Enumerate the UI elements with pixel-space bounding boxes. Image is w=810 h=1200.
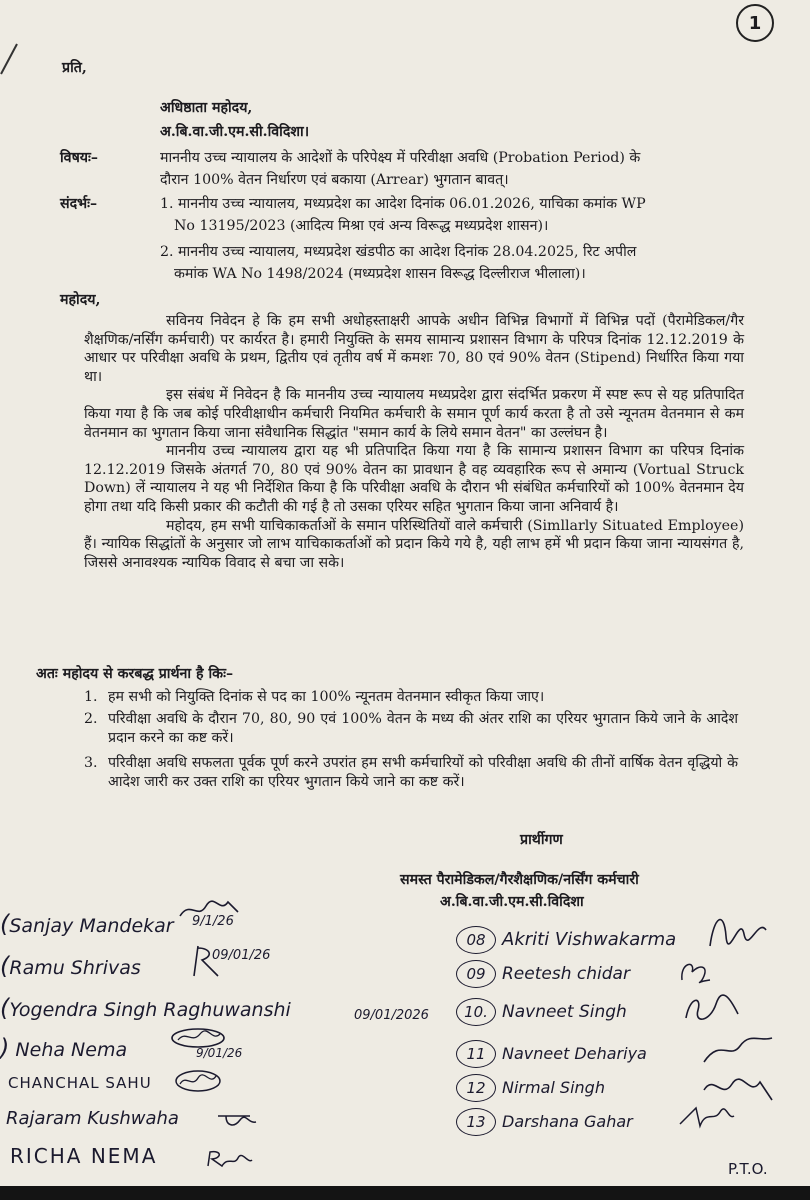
signature-mark xyxy=(176,896,246,922)
prayer-heading: अतः महोदय से करबद्ध प्रार्थना है किः– xyxy=(36,666,234,682)
signature-mark xyxy=(172,1068,224,1094)
signatory-left-3: (Yogendra Singh Raghuwanshi xyxy=(0,994,291,1022)
subject-line-1: माननीय उच्च न्यायालय के आदेशों के परिपेक्ष्य में परिवीक्षा अवधि (Probation Period) के xyxy=(160,150,641,166)
signature-mark xyxy=(680,988,746,1028)
signatory-number: 10. xyxy=(456,998,496,1026)
signature-mark xyxy=(170,1026,230,1050)
pto-note: P.T.O. xyxy=(728,1160,768,1178)
signatory-number: 08 xyxy=(456,926,496,954)
signature-mark xyxy=(676,1100,736,1134)
signatory-right-3 xyxy=(456,998,627,1026)
signatory-left-2: (Ramu Shrivas xyxy=(0,952,141,980)
signatory-number: 11 xyxy=(456,1040,496,1068)
signatory-right-1 xyxy=(456,926,676,954)
salutation: महोदय, xyxy=(60,292,101,308)
paragraph-4: महोदय, हम सभी याचिकाकर्ताओं के समान परिस्थितियों वाले कर्मचारी (Simllarly Situated Employee) हैं। न्यायिक सिद्धांतों के अनुसार जो लाभ याचिकाकर्ताओं को प्रदान किये गये है, यही लाभ हमें भी प्रदान किया जाना न्यायसंगत है, जिससे अनावश्यक न्यायिक विवाद से बचा जा सके। xyxy=(84,517,744,571)
addressee-title: अधिष्ठाता महोदय, xyxy=(160,100,253,116)
signatory-left-5: CHANCHAL SAHU xyxy=(8,1074,152,1092)
request-item xyxy=(84,754,738,794)
paragraph-1: सविनय निवेदन हे कि हम सभी अधोहस्ताक्षरी आपके अधीन विभिन्न विभागों में विभिन्न पदों (पैरामेडिकल/गैर शैक्षणिक/नर्सिंग कर्मचारी) पर कार्यरत है। हमारी नियुक्ति के समय सामान्य प्रशासन विभाग के परिपत्र दिनांक 12.12.2019 के आधार पर परिवीक्षा अवधि के प्रथम, द्वितीय एवं तृतीय वर्ष में कमशः 70, 80 एवं 90% वेतन (Stipend) निर्धारित किया गया था। xyxy=(84,313,744,385)
signatory-name: Sanjay Mandekar xyxy=(9,915,174,937)
request-text: हम सभी को नियुक्ति दिनांक से पद का 100% न्यूनतम वेतनमान स्वीकृत किया जाए। xyxy=(108,689,545,705)
signatory-left-4: ) Neha Nema xyxy=(0,1034,128,1062)
signatory-right-5 xyxy=(456,1074,605,1102)
request-item xyxy=(84,688,734,708)
page-number: 1 xyxy=(736,4,774,42)
signatory-date: 09/01/26 xyxy=(212,948,271,963)
signatory-right-2 xyxy=(456,960,630,988)
signatory-date: 9/01/26 xyxy=(196,1046,243,1060)
letter-body xyxy=(84,312,744,572)
addressee-institution: अ.बि.वा.जी.एम.सी.विदिशा। xyxy=(160,124,310,140)
request-number: 2. xyxy=(84,711,98,727)
request-text: परिवीक्षा अवधि सफलता पूर्वक पूर्ण करने उपरांत हम सभी कर्मचारियों को परिवीक्षा अवधि की तीनों वार्षिक वेतन वृद्धियो के आदेश जारी कर उक्त राशि का एरियर भुगतान किये जाने का कष्ट करें। xyxy=(108,755,738,790)
reference-2-line-2: कमांक WA No 1498/2024 (मध्यप्रदेश शासन विरूद्ध दिल्लीराज भीलाला)। xyxy=(174,266,586,282)
signatory-name: Yogendra Singh Raghuwanshi xyxy=(9,999,291,1021)
to-label: प्रति, xyxy=(62,60,87,76)
signatory-name: Neha Nema xyxy=(15,1039,128,1061)
petitioners-heading: प्रार्थीगण xyxy=(520,832,563,848)
signatory-number: 12 xyxy=(456,1074,496,1102)
reference-label: संदर्भः– xyxy=(60,196,98,212)
signatory-name: Ramu Shrivas xyxy=(9,957,141,979)
signatory-number: 09 xyxy=(456,960,496,988)
signatory-left-1: (Sanjay Mandekar xyxy=(0,910,174,938)
margin-mark xyxy=(0,44,18,75)
signatory-right-4 xyxy=(456,1040,647,1068)
signatory-name: Navneet Dehariya xyxy=(502,1044,647,1063)
signatory-name: Akriti Vishwakarma xyxy=(502,929,677,950)
paragraph-2: इस संबंध में निवेदन है कि माननीय उच्च न्यायालय मध्यप्रदेश द्वारा संदर्भित प्रकरण में स्पष्ट रूप से यह प्रतिपादित किया गया है कि जब कोई परिवीक्षाधीन कर्मचारी नियमित कर्मचारी के समान पूर्ण कार्य करता है तो उसे न्यूनतम वेतनमान से कम वेतनमान का भुगतान किया जाना संवैधानिक सिद्धांत "समान कार्य के लिये समान वेतन" का उल्लंघन है। xyxy=(84,387,744,441)
request-text: परिवीक्षा अवधि के दौरान 70, 80, 90 एवं 100% वेतन के मध्य की अंतर राशि का एरियर भुगतान किये जाने के आदेश प्रदान करने का कष्ट करें। xyxy=(108,711,738,746)
signatory-name: Darshana Gahar xyxy=(502,1112,633,1131)
signature-mark xyxy=(214,1108,260,1130)
reference-1-line-2: No 13195/2023 (आदित्य मिश्रा एवं अन्य विरूद्ध मध्यप्रदेश शासन)। xyxy=(174,218,549,234)
petitioners-line-1: समस्त पैरामेडिकल/गैरशैक्षणिक/नर्सिंग कर्मचारी xyxy=(400,872,639,888)
signatory-name: Navneet Singh xyxy=(502,1002,627,1022)
request-number: 1. xyxy=(84,689,98,705)
signatory-name: Reetesh chidar xyxy=(502,964,630,984)
scan-bottom-edge xyxy=(0,1186,810,1200)
paragraph-3: माननीय उच्च न्यायालय द्वारा यह भी प्रतिपादित किया गया है कि सामान्य प्रशासन विभाग का परिपत्र दिनांक 12.12.2019 जिसके अंतगर्त 70, 80 एवं 90% वेतन का प्रावधान है वह व्यवहारिक रूप से अमान्य (Vortual Struck Down) लें न्यायालय ने यह भी निर्देशित किया है कि परिवीक्षा अवधि के दौरान भी संबंधित कर्मचारियों को 100% वेतनमान देय होगा तथा यदि किसी प्रकार की कटौती की गई है तो उसका एरियर सहित भुगतान किया जाना अनिवार्य है। xyxy=(84,443,744,515)
signatory-number: 13 xyxy=(456,1108,496,1136)
signatory-name: Nirmal Singh xyxy=(502,1078,605,1097)
reference-1-line-1: 1. माननीय उच्च न्यायालय, मध्यप्रदेश का आदेश दिनांक 06.01.2026, याचिका कमांक WP xyxy=(160,196,646,212)
petitioners-line-2: अ.बि.वा.जी.एम.सी.विदिशा xyxy=(440,894,584,910)
subject-label: विषयः– xyxy=(60,150,98,166)
signature-mark xyxy=(188,942,228,982)
signatory-left-7: RICHA NEMA xyxy=(10,1144,158,1168)
signature-mark xyxy=(700,1034,776,1068)
signatory-right-6 xyxy=(456,1108,633,1136)
signature-mark xyxy=(676,956,716,986)
signature-mark xyxy=(204,1148,254,1170)
request-item xyxy=(84,710,738,750)
signatory-date: 09/01/2026 xyxy=(354,1008,429,1023)
request-number: 3. xyxy=(84,755,98,771)
reference-2-line-1: 2. माननीय उच्च न्यायालय, मध्यप्रदेश खंडपीठ का आदेश दिनांक 28.04.2025, रिट अपील xyxy=(160,244,637,260)
signature-mark xyxy=(704,906,774,952)
subject-line-2: दौरान 100% वेतन निर्धारण एवं बकाया (Arrear) भुगतान बावत्। xyxy=(160,172,509,188)
signatory-date: 9/1/26 xyxy=(192,914,234,929)
signatory-left-6: Rajaram Kushwaha xyxy=(6,1108,179,1129)
